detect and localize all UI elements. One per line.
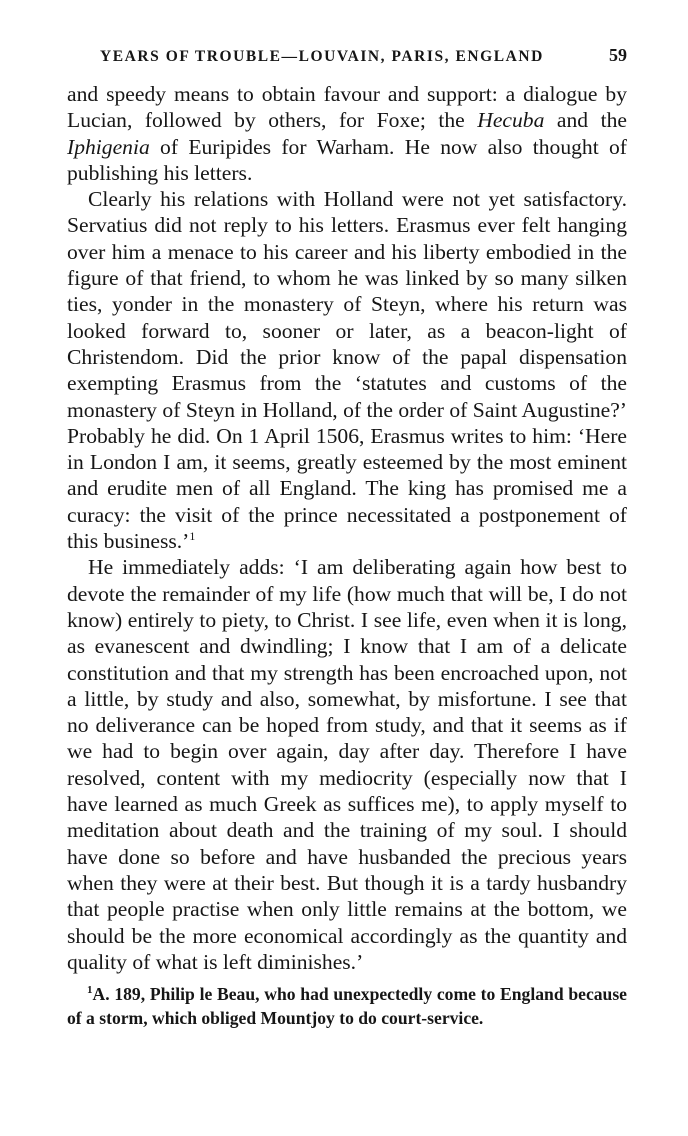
footnote-mark: 1 [87,984,93,997]
running-head [100,45,627,73]
running-title: YEARS OF TROUBLE—LOUVAIN, PARIS, ENGLAND [100,48,544,65]
footnote-reference: 1 [189,528,196,543]
paragraph-1-part-a: and speedy means to obtain favour and support: a dialogue by Lucian, followed by others, for Foxe; the [67,82,627,133]
paragraph-1-part-c: of Euripides for Warham. He now also thought of publishing his letters. [67,134,627,185]
title-hecuba: Hecuba [477,108,545,133]
footnote-1 [67,983,627,1030]
paragraph-1-part-b: and the [544,108,627,133]
paragraph-2 [67,186,627,554]
footnote-text: A. 189, Philip le Beau, who had unexpectedly come to England because of a storm, which obliged Mountjoy to do court-service. [67,984,627,1028]
paragraph-2-text: Clearly his relations with Holland were not yet satisfactory. Servatius did not reply to his letters. Erasmus ever felt hanging over him a menace to his career and his liberty embodied in the figure of that friend, to whom he was linked by so many silken ties, yonder in the monastery of Steyn, where his return was looked forward to, sooner or later, as a beacon-light of Christendom. Did the prior know of the papal dispensation exempting Erasmus from the ‘statutes and customs of the monastery of Steyn in Holland, of the order of Saint Augustine?’ Probably he did. On 1 April 1506, Erasmus writes to him: ‘Here in London I am, it seems, greatly esteemed by the most eminent and erudite men of all England. The king has promised me a curacy: the visit of the prince necessitated a postponement of this business.’ [67,187,627,554]
body-text [67,81,627,975]
paragraph-1 [67,81,627,186]
paragraph-3 [67,554,627,975]
book-page [67,45,627,1030]
title-iphigenia: Iphigenia [67,134,150,159]
footnotes [67,983,627,1030]
page-number: 59 [609,45,627,65]
paragraph-3-text: He immediately adds: ‘I am deliberating again how best to devote the remainder of my life (how much that will be, I do not know) entirely to piety, to Christ. I see life, even when it is long, as evanescent and dwindling; I know that I am of a delicate constitution and that my strength has been encroached upon, not a little, by study and also, somewhat, by misfortune. I see that no deliverance can be hoped from study, and that it seems as if we had to begin over again, day after day. Therefore I have resolved, content with my mediocrity (especially now that I have learned as much Greek as suffices me), to apply myself to meditation about death and the training of my soul. I should have done so before and have husbanded the precious years when they were at their best. But though it is a tardy husbandry that people practise when only little remains at the bottom, we should be the more economical accordingly as the quantity and quality of what is left diminishes.’ [67,555,627,974]
